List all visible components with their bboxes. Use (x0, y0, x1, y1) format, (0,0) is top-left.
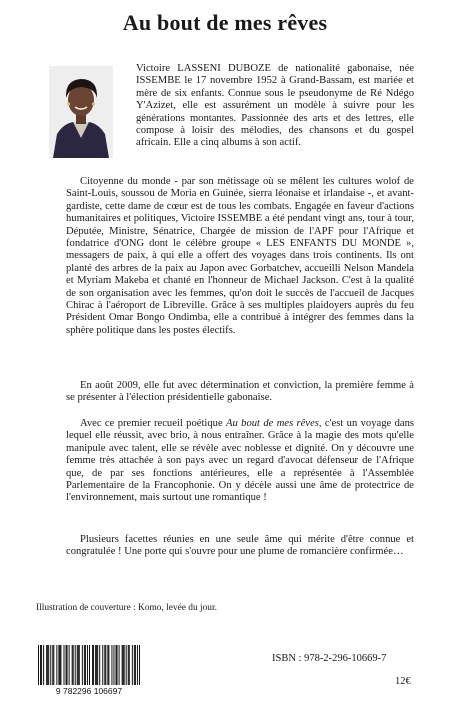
barcode-bar (67, 645, 68, 685)
barcode-bar (84, 645, 85, 685)
isbn-barcode (30, 645, 148, 695)
barcode-bar (52, 645, 53, 685)
barcode-bar (64, 645, 65, 685)
author-bio-career: Citoyenne du monde - par son métissage où se mêlent les cultures wolof de Saint-Louis, soussou de Moria en Guinée, sierra léonaise et irlandaise -, et avant-gardiste, cette dame de cœur est de tous les combats. Engagée en faveur d'actions humanitaires et politiques, Victoire ISSEMBE a été pendant vingt ans, tour à tour, Députée, Ministre, Sénatrice, Chargée de mission de l'APF pour l'Afrique et fondatrice d'ONG dont le célèbre groupe « LES ENFANTS DU MONDE », messagers de paix, à qui elle a offert des voyages dans trois continents. Ils ont planté des arbres de la paix au Japon avec Gorbatchev, accueilli Nelson Mandela et Myriam Makeba et chanté en l'honneur de Michael Jackson. C'est à la qualité de son organisation avec les femmes, qu'on doit le succès de l'accueil de Jacques Chirac à l'aéroport de Libreville. Grâce à ses multiples plaidoyers auprès du feu Président Omar Bongo Ondimba, elle a contribué à intégrer des femmes dans la sphère politique dans les postes électifs. (66, 176, 414, 336)
barcode-bar (104, 645, 105, 685)
barcode-bar (50, 645, 51, 685)
author-portrait-image (49, 66, 113, 158)
barcode-bar (73, 645, 74, 685)
barcode-bar (96, 645, 97, 685)
barcode-bar (111, 645, 112, 685)
barcode-bar (66, 645, 67, 685)
barcode-bar (82, 645, 83, 685)
barcode-bar (123, 645, 124, 685)
barcode-bar (134, 645, 135, 685)
barcode-bar (102, 645, 103, 685)
price-label: 12€ (395, 676, 411, 687)
author-bio-intro: Victoire LASSENI DUBOZE de nationalité gabonaise, née ISSEMBE le 17 novembre 1952 à Grand-Bassam, est mariée et mère de six enfants. Connue sous le pseudonyme de Ré Ndégo Y'Azizet, elle est assurément un modèle à suivre pour les générations montantes. Passionnée des arts et des lettres, elle compose à loisir des mélodies, des chansons et du gospel africain. Elle a cinq albums à son actif. (136, 63, 414, 149)
barcode-bar (46, 645, 47, 685)
barcode-bar (58, 645, 59, 685)
barcode-bar (135, 645, 136, 685)
barcode-bar (116, 645, 117, 685)
barcode-bar (56, 645, 57, 685)
barcode-bar (128, 645, 129, 685)
barcode-bar (108, 645, 109, 685)
barcode-bar (97, 645, 98, 685)
barcode-bar (53, 645, 54, 685)
barcode-bar (60, 645, 61, 685)
barcode-bar (72, 645, 73, 685)
barcode-bar (87, 645, 88, 685)
barcode-bar (99, 645, 100, 685)
book-description (66, 418, 414, 505)
barcode-bar (48, 645, 49, 685)
book-title: Au bout de mes rêves (122, 10, 328, 35)
book-description-title: Au bout de mes rêves (226, 418, 319, 429)
barcode-bar (92, 645, 93, 685)
barcode-bar (137, 645, 138, 685)
author-photo (49, 66, 113, 158)
barcode-bar (139, 645, 140, 685)
barcode-bar (85, 645, 86, 685)
barcode-bar (113, 645, 114, 685)
barcode-bar (77, 645, 78, 685)
barcode-bar (69, 645, 70, 685)
barcode-bar (105, 645, 106, 685)
barcode-bar (122, 645, 123, 685)
isbn-number: ISBN : 978-2-296-10669-7 (272, 653, 387, 664)
barcode-bar (117, 645, 118, 685)
barcode-bar (38, 645, 39, 685)
barcode-bar (132, 645, 133, 685)
barcode-bar (47, 645, 48, 685)
barcode-bar (59, 645, 60, 685)
author-bio-election: En août 2009, elle fut avec détermination et conviction, la première femme à se présenter à l'élection présidentielle gabonaise. (66, 380, 414, 404)
cover-illustration-credit: Illustration de couverture : Komo, levée du jour. (36, 603, 217, 613)
barcode-bar (89, 645, 90, 685)
barcode-bar (40, 645, 41, 685)
book-description-intro: Avec ce premier recueil poétique (80, 418, 227, 429)
barcode-bar (119, 645, 120, 685)
barcode-digits: 9 782296 106697 (55, 686, 123, 695)
barcode-bar (93, 645, 94, 685)
barcode-bar (41, 645, 42, 685)
closing-paragraph: Plusieurs facettes réunies en une seule âme qui mérite d'être connue et congratulée ! Une porte qui s'ouvre pour une plume de romancière confirmée… (66, 534, 414, 558)
barcode-bar (95, 645, 96, 685)
barcode-bar (78, 645, 79, 685)
barcode-bar (129, 645, 130, 685)
barcode-bar (124, 645, 125, 685)
barcode-bar (79, 645, 80, 685)
barcode-bar (43, 645, 44, 685)
barcode-bar (107, 645, 108, 685)
barcode-bar (75, 645, 76, 685)
book-description-rest: , c'est un voyage dans lequel elle réussit, avec brio, à nous entraîner. Grâce à la magie des mots qu'elle manipule avec talent, elle se révèle avec noblesse et dignité. On y découvre une femme très attachée à son pays avec un regard d'avocat défenseur de l'Afrique que, de par ses fonctions antérieures, elle a représentée à l'Assemblée Parlementaire de la Francophonie. On y décèle aussi une âme de protectrice de l'environnement, mais surtout une romantique ! (66, 418, 415, 504)
barcode-bar (126, 645, 127, 685)
